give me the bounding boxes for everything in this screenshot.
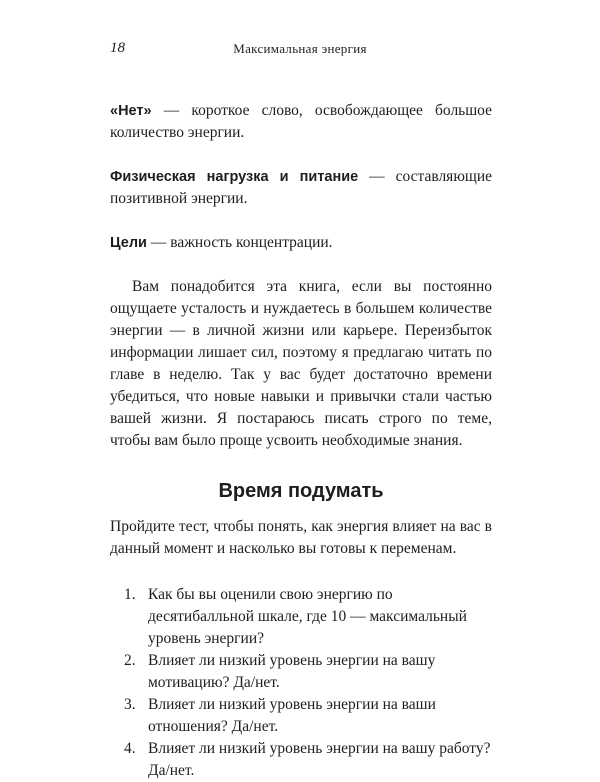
page-number: 18 — [110, 40, 125, 56]
question-text: Влияет ли низкий уровень энергии на вашу работу? Да/нет. — [148, 740, 491, 779]
question-item — [110, 584, 492, 650]
definition-text: — составляющие позитивной энергии. — [110, 168, 493, 207]
definition-item — [110, 232, 492, 254]
definition-item — [110, 166, 492, 210]
running-title: Максимальная энергия — [233, 41, 367, 56]
definition-term: «Нет» — [110, 103, 152, 119]
question-number: 4. — [124, 740, 136, 757]
question-text: Как бы вы оценили свою энергию по десятибалльной шкале, где 10 — максимальный уровень энергии? — [148, 586, 467, 647]
section-heading: Время подумать — [218, 480, 384, 502]
definition-term: Цели — [110, 235, 147, 251]
definition-text: — короткое слово, освобождающее большое количество энергии. — [110, 102, 492, 141]
page-header — [110, 40, 490, 60]
intro-paragraph: Вам понадобится эта книга, если вы постоянно ощущаете усталость и нуждаетесь в большем количестве энергии — в личной жизни или карьере. Переизбыток информации лишает сил, поэтому я предлагаю читать по главе в неделю. Так у вас будет достаточно времени убедиться, что новые навыки и привычки стали частью вашей жизни. Я постараюсь писать строго по теме, чтобы вам было проще усвоить необходимые знания. — [110, 278, 492, 449]
page-content — [110, 100, 492, 782]
question-text: Влияет ли низкий уровень энергии на ваши отношения? Да/нет. — [148, 696, 436, 735]
question-text: Влияет ли низкий уровень энергии на вашу мотивацию? Да/нет. — [148, 652, 436, 691]
question-list — [110, 584, 492, 782]
question-item — [110, 650, 492, 694]
definition-term: Физическая нагрузка и питание — [110, 169, 359, 185]
question-number: 3. — [124, 696, 136, 713]
test-intro-paragraph: Пройдите тест, чтобы понять, как энергия влияет на вас в данный момент и насколько вы готовы к переменам. — [110, 518, 492, 557]
definition-item — [110, 100, 492, 144]
question-number: 1. — [124, 586, 136, 603]
question-number: 2. — [124, 652, 136, 669]
definition-text: — важность концентрации. — [146, 234, 333, 251]
question-item — [110, 738, 492, 782]
question-item — [110, 694, 492, 738]
